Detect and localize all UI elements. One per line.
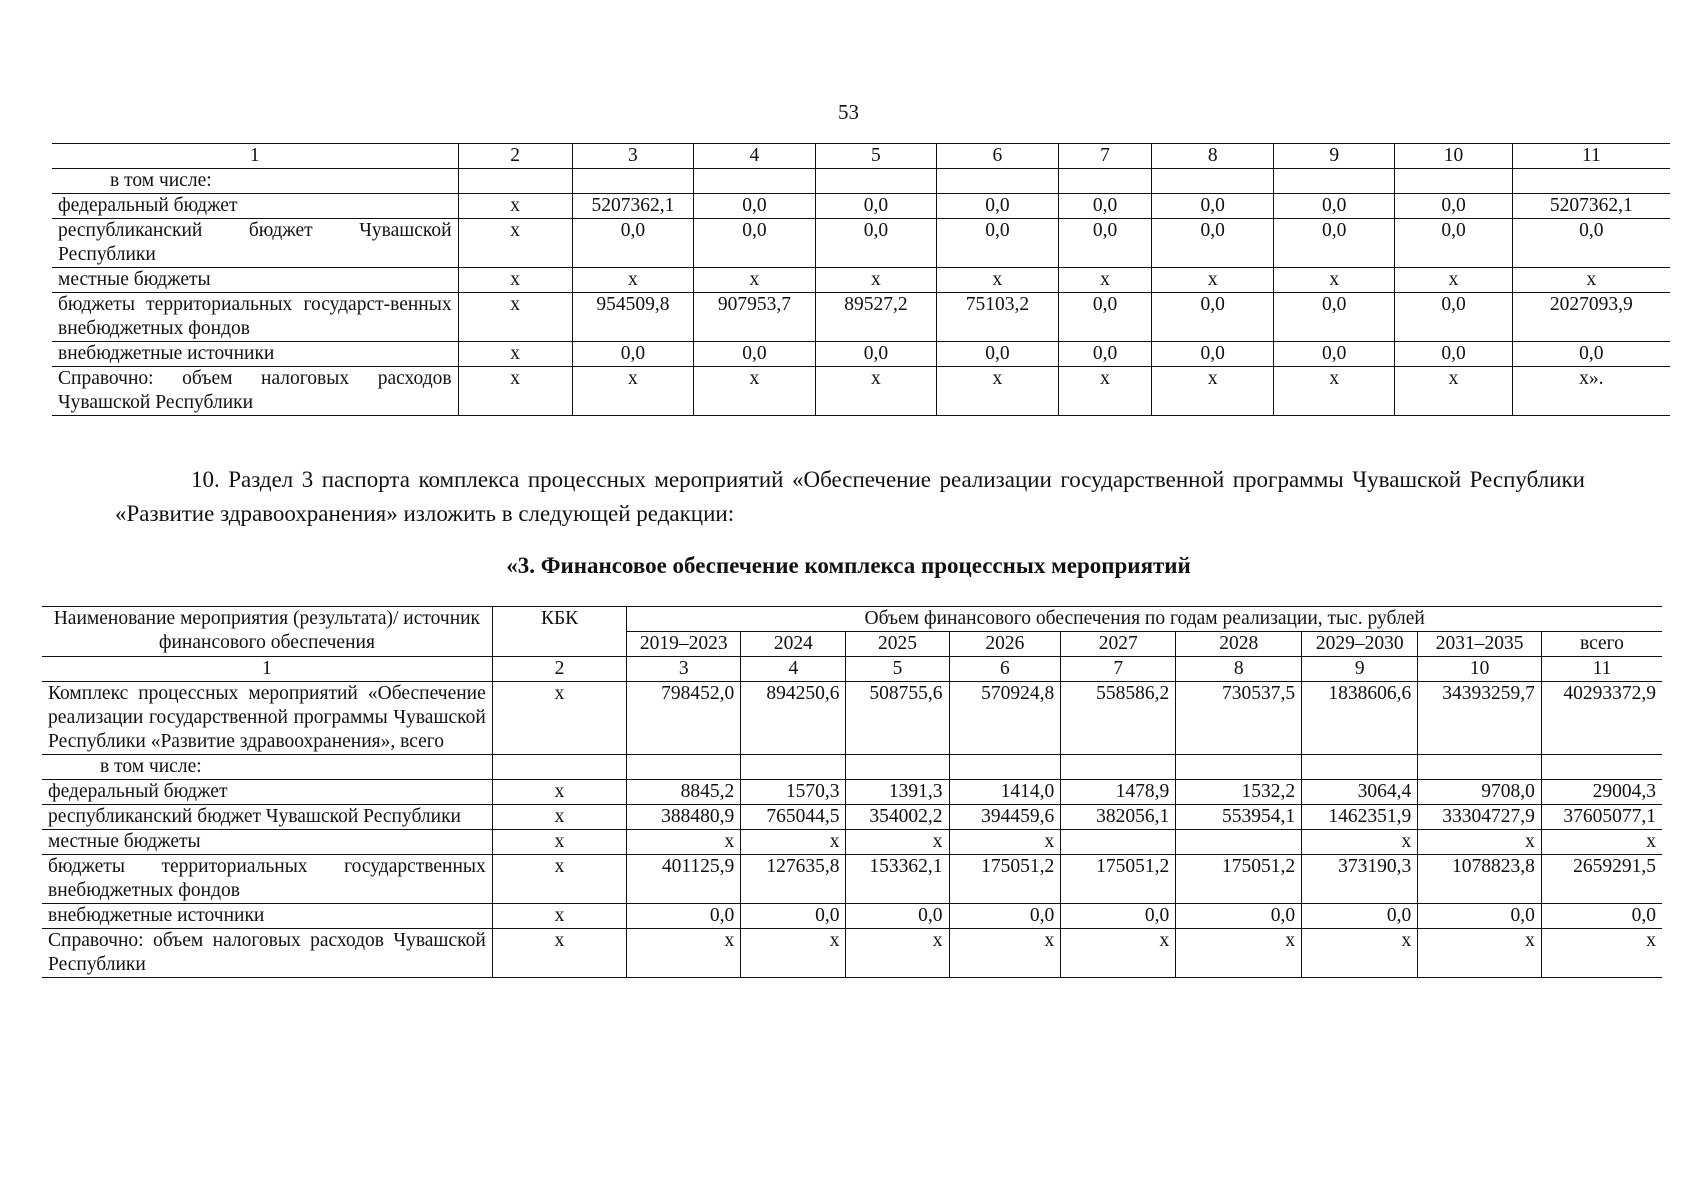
table-row bbox=[42, 855, 1662, 904]
table-cell: 401125,9 bbox=[627, 855, 741, 904]
column-number: 8 bbox=[1176, 657, 1302, 682]
table-cell: 0,0 bbox=[815, 219, 937, 268]
table-cell: 0,0 bbox=[1512, 219, 1670, 268]
year-header: 2025 bbox=[846, 632, 949, 657]
column-number: 3 bbox=[627, 657, 741, 682]
table-cell: 0,0 bbox=[949, 904, 1061, 929]
table-cell: 1078823,8 bbox=[1418, 855, 1542, 904]
year-header: 2031–2035 bbox=[1418, 632, 1542, 657]
table-cell: 1838606,6 bbox=[1302, 682, 1418, 755]
table-cell: 9708,0 bbox=[1418, 780, 1542, 805]
table-cell: 0,0 bbox=[1152, 194, 1274, 219]
year-header: 2026 bbox=[949, 632, 1061, 657]
table-cell: х bbox=[937, 367, 1059, 416]
table-cell: 5207362,1 bbox=[572, 194, 694, 219]
table-cell: х bbox=[1058, 268, 1152, 293]
table-cell: 40293372,9 bbox=[1541, 682, 1662, 755]
table-cell: 0,0 bbox=[1058, 194, 1152, 219]
table-cell: х bbox=[572, 367, 694, 416]
section-title: «3. Финансовое обеспечение комплекса процессных мероприятий bbox=[506, 553, 1191, 578]
year-header: 2029–2030 bbox=[1302, 632, 1418, 657]
table-cell bbox=[1302, 755, 1418, 780]
table-cell: х bbox=[492, 830, 627, 855]
table-cell: 0,0 bbox=[1061, 904, 1176, 929]
row-label: в том числе: bbox=[42, 755, 492, 780]
table-cell bbox=[1418, 755, 1542, 780]
column-number: 9 bbox=[1273, 144, 1395, 169]
column-number: 5 bbox=[815, 144, 937, 169]
table-cell: х bbox=[937, 268, 1059, 293]
table-cell: х bbox=[1273, 367, 1395, 416]
table-cell: х bbox=[846, 830, 949, 855]
year-header: 2024 bbox=[741, 632, 846, 657]
table-cell: 0,0 bbox=[1176, 904, 1302, 929]
table-cell: 0,0 bbox=[937, 194, 1059, 219]
table-cell: х bbox=[1395, 268, 1512, 293]
table-cell: 0,0 bbox=[1058, 342, 1152, 367]
table-cell: х bbox=[949, 929, 1061, 978]
table-cell: х bbox=[694, 268, 816, 293]
table-cell: 1478,9 bbox=[1061, 780, 1176, 805]
table-cell: х bbox=[846, 929, 949, 978]
year-header: 2027 bbox=[1061, 632, 1176, 657]
table-row bbox=[42, 805, 1662, 830]
row-label: федеральный бюджет bbox=[42, 780, 492, 805]
table-cell: х bbox=[572, 268, 694, 293]
table-cell: х bbox=[1541, 929, 1662, 978]
column-number: 8 bbox=[1152, 144, 1274, 169]
table-cell: х bbox=[492, 855, 627, 904]
table-cell: 0,0 bbox=[937, 342, 1059, 367]
table-cell: 570924,8 bbox=[949, 682, 1061, 755]
table-cell: 29004,3 bbox=[1541, 780, 1662, 805]
table-cell: х bbox=[492, 805, 627, 830]
table-cell: 394459,6 bbox=[949, 805, 1061, 830]
table-cell: 382056,1 bbox=[1061, 805, 1176, 830]
year-header: 2028 bbox=[1176, 632, 1302, 657]
table-cell: 0,0 bbox=[1058, 219, 1152, 268]
table-cell: 153362,1 bbox=[846, 855, 949, 904]
table-cell: 0,0 bbox=[846, 904, 949, 929]
table-cell: х bbox=[815, 367, 937, 416]
column-number: 6 bbox=[937, 144, 1059, 169]
table-cell: 89527,2 bbox=[815, 293, 937, 342]
table-cell: 0,0 bbox=[741, 904, 846, 929]
column-number: 10 bbox=[1395, 144, 1512, 169]
table-cell bbox=[1176, 755, 1302, 780]
table-cell: 0,0 bbox=[1418, 904, 1542, 929]
table-cell: х bbox=[1418, 830, 1542, 855]
table-cell bbox=[1273, 169, 1395, 194]
table-cell: х bbox=[1152, 367, 1274, 416]
table-cell: 8845,2 bbox=[627, 780, 741, 805]
continued-finance-table bbox=[52, 143, 1670, 416]
table-cell: 1570,3 bbox=[741, 780, 846, 805]
table-cell bbox=[937, 169, 1059, 194]
table-cell bbox=[949, 755, 1061, 780]
table-cell: х bbox=[1058, 367, 1152, 416]
row-label: республиканский бюджет Чувашской Республики bbox=[42, 805, 492, 830]
table-cell bbox=[572, 169, 694, 194]
table-cell: 37605077,1 bbox=[1541, 805, 1662, 830]
table-cell: 5207362,1 bbox=[1512, 194, 1670, 219]
table-cell: 0,0 bbox=[1152, 342, 1274, 367]
table-cell: 553954,1 bbox=[1176, 805, 1302, 830]
table-cell bbox=[1541, 755, 1662, 780]
table-cell: 373190,3 bbox=[1302, 855, 1418, 904]
table-cell: 0,0 bbox=[694, 219, 816, 268]
table-row bbox=[52, 367, 1670, 416]
table-cell: х bbox=[1512, 268, 1670, 293]
process-measures-finance-table bbox=[42, 606, 1662, 978]
table-cell: х bbox=[1302, 830, 1418, 855]
row-label: Комплекс процессных мероприятий «Обеспечение реализации государственной программы Чувашской Республики «Развитие здравоохранения», всего bbox=[42, 682, 492, 755]
table-cell: х bbox=[458, 268, 572, 293]
table-cell: 798452,0 bbox=[627, 682, 741, 755]
table-cell: 0,0 bbox=[1302, 904, 1418, 929]
table-cell: 0,0 bbox=[815, 194, 937, 219]
table-cell: х bbox=[492, 682, 627, 755]
year-header: 2019–2023 bbox=[627, 632, 741, 657]
table-cell: х bbox=[492, 929, 627, 978]
table-cell: х bbox=[1302, 929, 1418, 978]
column-number: 1 bbox=[52, 144, 458, 169]
table-cell: 0,0 bbox=[1273, 342, 1395, 367]
row-label: республиканский бюджет Чувашской Республики bbox=[52, 219, 458, 268]
row-label: бюджеты территориальных государст-венных внебюджетных фондов bbox=[52, 293, 458, 342]
table-cell: х bbox=[815, 268, 937, 293]
row-label: федеральный бюджет bbox=[52, 194, 458, 219]
table-cell: 75103,2 bbox=[937, 293, 1059, 342]
row-label: в том числе: bbox=[52, 169, 458, 194]
table-cell: х bbox=[1541, 830, 1662, 855]
table-cell: 0,0 bbox=[1395, 293, 1512, 342]
table-row bbox=[42, 929, 1662, 978]
table-cell: 2659291,5 bbox=[1541, 855, 1662, 904]
table-row bbox=[52, 194, 1670, 219]
column-number: 4 bbox=[694, 144, 816, 169]
table-cell: 175051,2 bbox=[1176, 855, 1302, 904]
column-number: 4 bbox=[741, 657, 846, 682]
table-cell: 354002,2 bbox=[846, 805, 949, 830]
table-cell: х bbox=[458, 293, 572, 342]
table-header-row bbox=[52, 144, 1670, 169]
table-cell: 0,0 bbox=[1395, 219, 1512, 268]
table-cell: 0,0 bbox=[937, 219, 1059, 268]
table-cell: 1414,0 bbox=[949, 780, 1061, 805]
table-cell: х bbox=[492, 904, 627, 929]
table-row bbox=[42, 682, 1662, 755]
row-label: Справочно: объем налоговых расходов Чувашской Республики bbox=[42, 929, 492, 978]
row-label: Справочно: объем налоговых расходов Чувашской Республики bbox=[52, 367, 458, 416]
table-cell: х bbox=[1176, 929, 1302, 978]
table-cell: 33304727,9 bbox=[1418, 805, 1542, 830]
table-cell: х». bbox=[1512, 367, 1670, 416]
table-cell: 1391,3 bbox=[846, 780, 949, 805]
table-row bbox=[52, 268, 1670, 293]
table-cell: х bbox=[492, 780, 627, 805]
table-cell: х bbox=[741, 929, 846, 978]
amendment-paragraph: 10. Раздел 3 паспорта комплекса процессных мероприятий «Обеспечение реализации государственной программы Чувашской Республики «Развитие здравоохранения» изложить в следующей редакции: bbox=[115, 467, 1585, 526]
table-cell: 0,0 bbox=[572, 342, 694, 367]
column-group-header: Объем финансового обеспечения по годам реализации, тыс. рублей bbox=[627, 607, 1662, 632]
column-header-name: Наименование мероприятия (результата)/ источник финансового обеспечения bbox=[42, 607, 492, 657]
table-cell bbox=[1512, 169, 1670, 194]
column-number: 6 bbox=[949, 657, 1061, 682]
table-cell: х bbox=[458, 219, 572, 268]
table-cell: 0,0 bbox=[694, 194, 816, 219]
column-number: 7 bbox=[1061, 657, 1176, 682]
table-row bbox=[52, 219, 1670, 268]
table-cell: х bbox=[1418, 929, 1542, 978]
table-cell bbox=[1058, 169, 1152, 194]
row-label: местные бюджеты bbox=[52, 268, 458, 293]
table-cell: х bbox=[627, 929, 741, 978]
table-cell: 0,0 bbox=[1541, 904, 1662, 929]
table-row bbox=[42, 904, 1662, 929]
row-label: внебюджетные источники bbox=[42, 904, 492, 929]
column-number: 5 bbox=[846, 657, 949, 682]
table-cell: 0,0 bbox=[1152, 293, 1274, 342]
column-number: 7 bbox=[1058, 144, 1152, 169]
table-cell: 34393259,7 bbox=[1418, 682, 1542, 755]
table-cell: х bbox=[1273, 268, 1395, 293]
column-number: 11 bbox=[1541, 657, 1662, 682]
table-cell bbox=[741, 755, 846, 780]
table-cell bbox=[627, 755, 741, 780]
table-cell: 0,0 bbox=[1058, 293, 1152, 342]
table-cell: х bbox=[1395, 367, 1512, 416]
table-cell: х bbox=[627, 830, 741, 855]
table-cell: 1532,2 bbox=[1176, 780, 1302, 805]
column-number: 9 bbox=[1302, 657, 1418, 682]
table-cell: х bbox=[1061, 929, 1176, 978]
table-cell: 0,0 bbox=[815, 342, 937, 367]
table-cell: 0,0 bbox=[1395, 342, 1512, 367]
page-number: 53 bbox=[838, 100, 859, 124]
table-cell: 730537,5 bbox=[1176, 682, 1302, 755]
table-cell: 0,0 bbox=[627, 904, 741, 929]
row-label: внебюджетные источники bbox=[52, 342, 458, 367]
table-cell: 175051,2 bbox=[949, 855, 1061, 904]
table-cell: х bbox=[741, 830, 846, 855]
table-cell bbox=[1152, 169, 1274, 194]
row-label: местные бюджеты bbox=[42, 830, 492, 855]
column-number: 11 bbox=[1512, 144, 1670, 169]
table-cell bbox=[846, 755, 949, 780]
column-number: 3 bbox=[572, 144, 694, 169]
table-cell bbox=[1061, 830, 1176, 855]
table-cell: 894250,6 bbox=[741, 682, 846, 755]
table-row bbox=[52, 169, 1670, 194]
year-header: всего bbox=[1541, 632, 1662, 657]
table-cell bbox=[1395, 169, 1512, 194]
column-number: 2 bbox=[492, 657, 627, 682]
table-cell bbox=[458, 169, 572, 194]
table-row bbox=[42, 780, 1662, 805]
table-cell: 0,0 bbox=[572, 219, 694, 268]
table-cell: 508755,6 bbox=[846, 682, 949, 755]
table-cell: 765044,5 bbox=[741, 805, 846, 830]
table-cell: х bbox=[694, 367, 816, 416]
table-cell: х bbox=[949, 830, 1061, 855]
table-cell: 0,0 bbox=[1512, 342, 1670, 367]
table-cell bbox=[1176, 830, 1302, 855]
table-cell: 907953,7 bbox=[694, 293, 816, 342]
table-row bbox=[42, 830, 1662, 855]
table-cell: 558586,2 bbox=[1061, 682, 1176, 755]
table-cell: х bbox=[458, 342, 572, 367]
table-cell: х bbox=[458, 194, 572, 219]
table-cell: х bbox=[1152, 268, 1274, 293]
row-label: бюджеты территориальных государственных внебюджетных фондов bbox=[42, 855, 492, 904]
table-row bbox=[52, 293, 1670, 342]
table-cell: 954509,8 bbox=[572, 293, 694, 342]
table-cell: 0,0 bbox=[694, 342, 816, 367]
table-cell: 175051,2 bbox=[1061, 855, 1176, 904]
column-header-kbk: КБК bbox=[492, 607, 627, 657]
table-cell: 0,0 bbox=[1273, 293, 1395, 342]
column-number: 2 bbox=[458, 144, 572, 169]
table-cell bbox=[1061, 755, 1176, 780]
table-cell: 127635,8 bbox=[741, 855, 846, 904]
table-cell: 0,0 bbox=[1273, 194, 1395, 219]
column-number: 10 bbox=[1418, 657, 1542, 682]
table-cell bbox=[694, 169, 816, 194]
table-row bbox=[52, 342, 1670, 367]
table-cell: 3064,4 bbox=[1302, 780, 1418, 805]
table-cell bbox=[815, 169, 937, 194]
table-cell: 0,0 bbox=[1395, 194, 1512, 219]
table-cell: х bbox=[458, 367, 572, 416]
table-cell: 388480,9 bbox=[627, 805, 741, 830]
table-cell: 1462351,9 bbox=[1302, 805, 1418, 830]
table-cell: 0,0 bbox=[1273, 219, 1395, 268]
table-cell bbox=[492, 755, 627, 780]
table-cell: 0,0 bbox=[1152, 219, 1274, 268]
table-cell: 2027093,9 bbox=[1512, 293, 1670, 342]
table-row bbox=[42, 755, 1662, 780]
column-number: 1 bbox=[42, 657, 492, 682]
